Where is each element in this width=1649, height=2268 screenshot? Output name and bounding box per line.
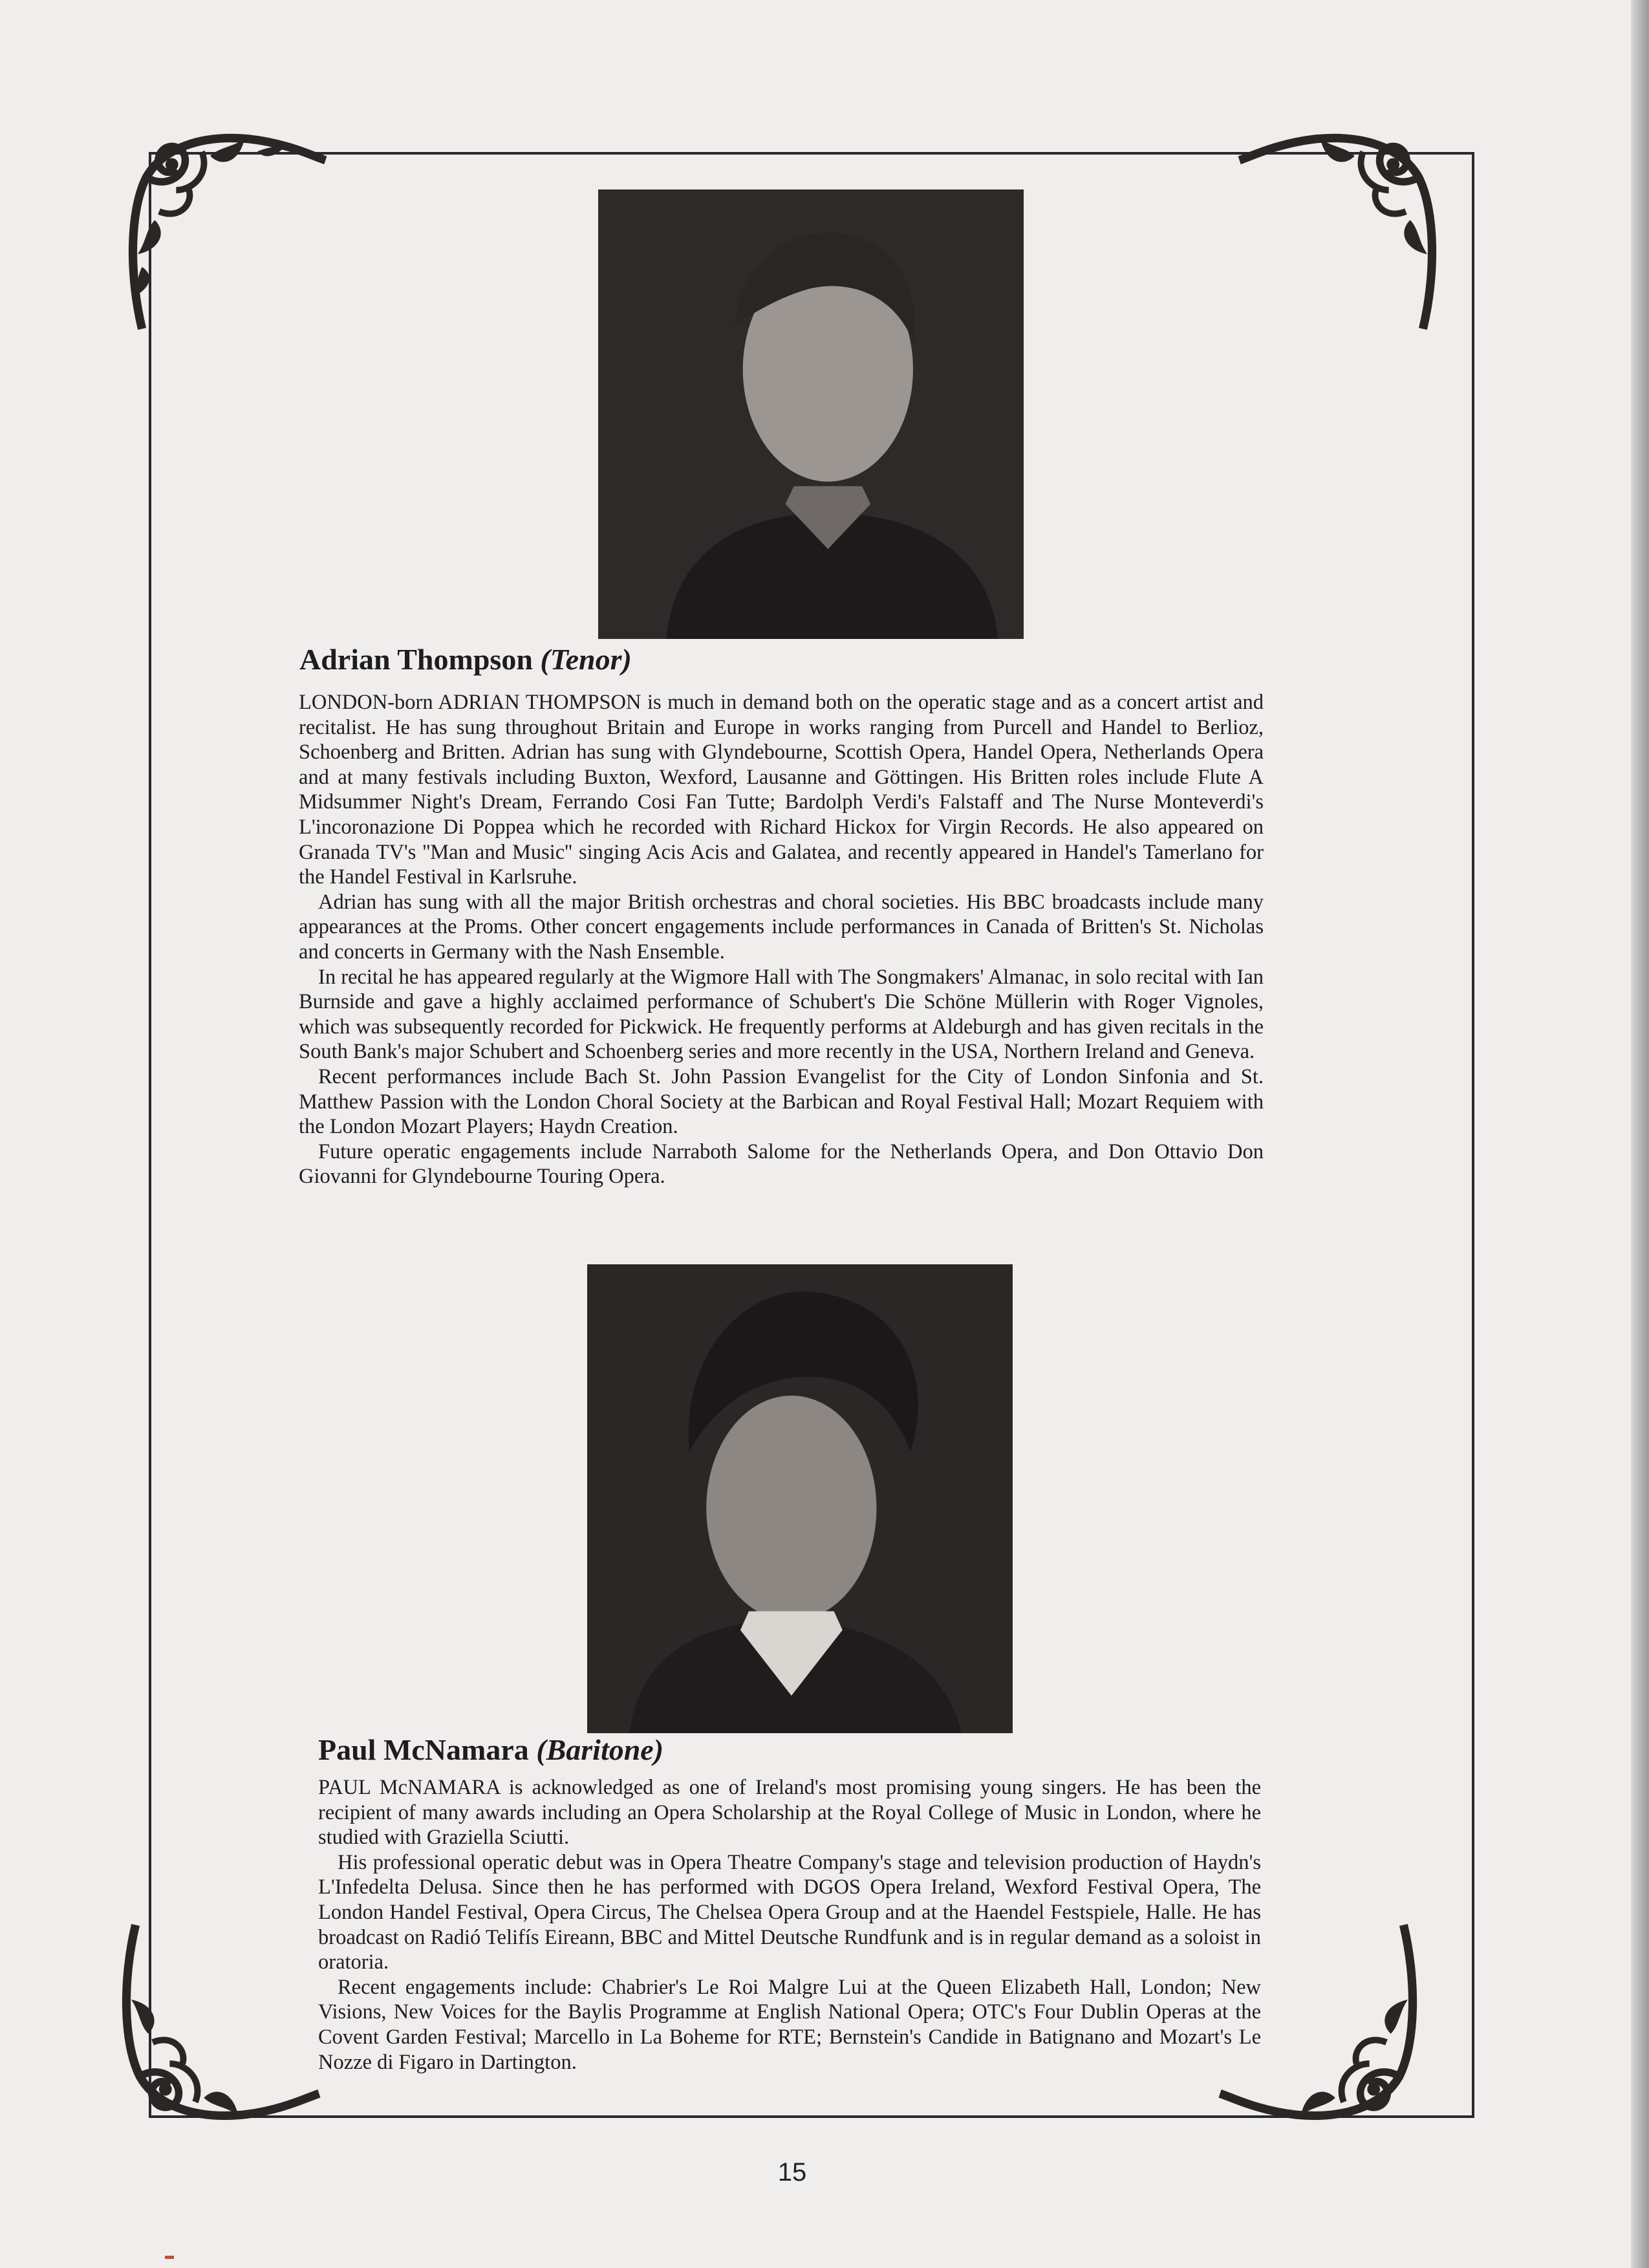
ornament-corner-icon [1235,126,1449,340]
ornament-corner-icon [116,126,330,340]
artist-name-heading: Adrian Thompson (Tenor) [299,643,632,676]
artist-biography [318,1775,1261,2075]
biography-paragraph: Recent engagements include: Chabrier's Le Roi Malgre Lui at the Queen Elizabeth Hall, London; New Visions, New Voices for the Baylis Programme at English National Opera; OTC's Four Dublin Operas at the Covent Garden Festival; Marcello in La Boheme for RTE; Bernstein's Candide in Batignano and Mozart's Le Nozze di Figaro in Dartington. [318,1975,1261,2074]
artist-biography [299,690,1264,1189]
biography-paragraph: Future operatic engagements include Narraboth Salome for the Netherlands Opera, and Don Ottavio Don Giovanni for Glyndebourne Touring Opera. [299,1139,1264,1189]
adrian-thompson-portrait-photo [598,189,1024,639]
page-number: 15 [777,2158,807,2187]
biography-paragraph: PAUL McNAMARA is acknowledged as one of Ireland's most promising young singers. He has been the recipient of many awards including an Opera Scholarship at the Royal College of Music in London, where he studied with Graziella Sciutti. [318,1776,1261,1850]
artist-name-heading: Paul McNamara (Baritone) [318,1733,664,1766]
ornament-corner-icon [110,1914,323,2128]
paul-mcnamara-portrait-photo [587,1264,1013,1733]
print-mark [165,2256,174,2259]
biography-paragraph: His professional operatic debut was in Opera Theatre Company's stage and television production of Haydn's L'Infedelta Delusa. Since then he has performed with DGOS Opera Ireland, Wexford Festival Opera, The London Handel Festival, Opera Circus, The Chelsea Opera Group and at the Haendel Festspiele, Halle. He has broadcast on Radió Telifís Eireann, BBC and Mittel Deutsche Rundfunk and is in regular demand as a soloist in oratoria. [318,1850,1261,1974]
page-edge [1631,0,1649,2268]
biography-paragraph: Adrian has sung with all the major British orchestras and choral societies. His BBC broadcasts include many appearances at the Proms. Other concert engagements include performances in Canada of Britten's St. Nicholas and concerts in Germany with the Nash Ensemble. [299,890,1264,964]
biography-paragraph: In recital he has appeared regularly at the Wigmore Hall with The Songmakers' Almanac, in solo recital with Ian Burnside and gave a highly acclaimed performance of Schubert's Die Schöne Müllerin with Roger Vignoles, which was subsequently recorded for Pickwick. He frequently performs at Aldeburgh and has given recitals in the South Bank's major Schubert and Schoenberg series and more recently in the USA, Northern Ireland and Geneva. [299,965,1264,1064]
biography-paragraph: Recent performances include Bach St. John Passion Evangelist for the City of London Sinfonia and St. Matthew Passion with the London Choral Society at the Barbican and Royal Festival Hall; Mozart Requiem with the London Mozart Players; Haydn Creation. [299,1064,1264,1139]
biography-paragraph: LONDON-born ADRIAN THOMPSON is much in demand both on the operatic stage and as a concert artist and recitalist. He has sung throughout Britain and Europe in works ranging from Purcell and Handel to Berlioz, Schoenberg and Britten. Adrian has sung with Glyndebourne, Scottish Opera, Handel Opera, Netherlands Opera and at many festivals including Buxton, Wexford, Lausanne and Göttingen. His Britten roles include Flute A Midsummer Night's Dream, Ferrando Cosi Fan Tutte; Bardolph Verdi's Falstaff and The Nurse Monteverdi's L'incoronazione Di Poppea which he recorded with Richard Hickox for Virgin Records. He also appeared on Granada TV's ''Man and Music'' singing Acis Acis and Galatea, and recently appeared in Handel's Tamerlano for the Handel Festival in Karlsruhe. [299,691,1264,889]
